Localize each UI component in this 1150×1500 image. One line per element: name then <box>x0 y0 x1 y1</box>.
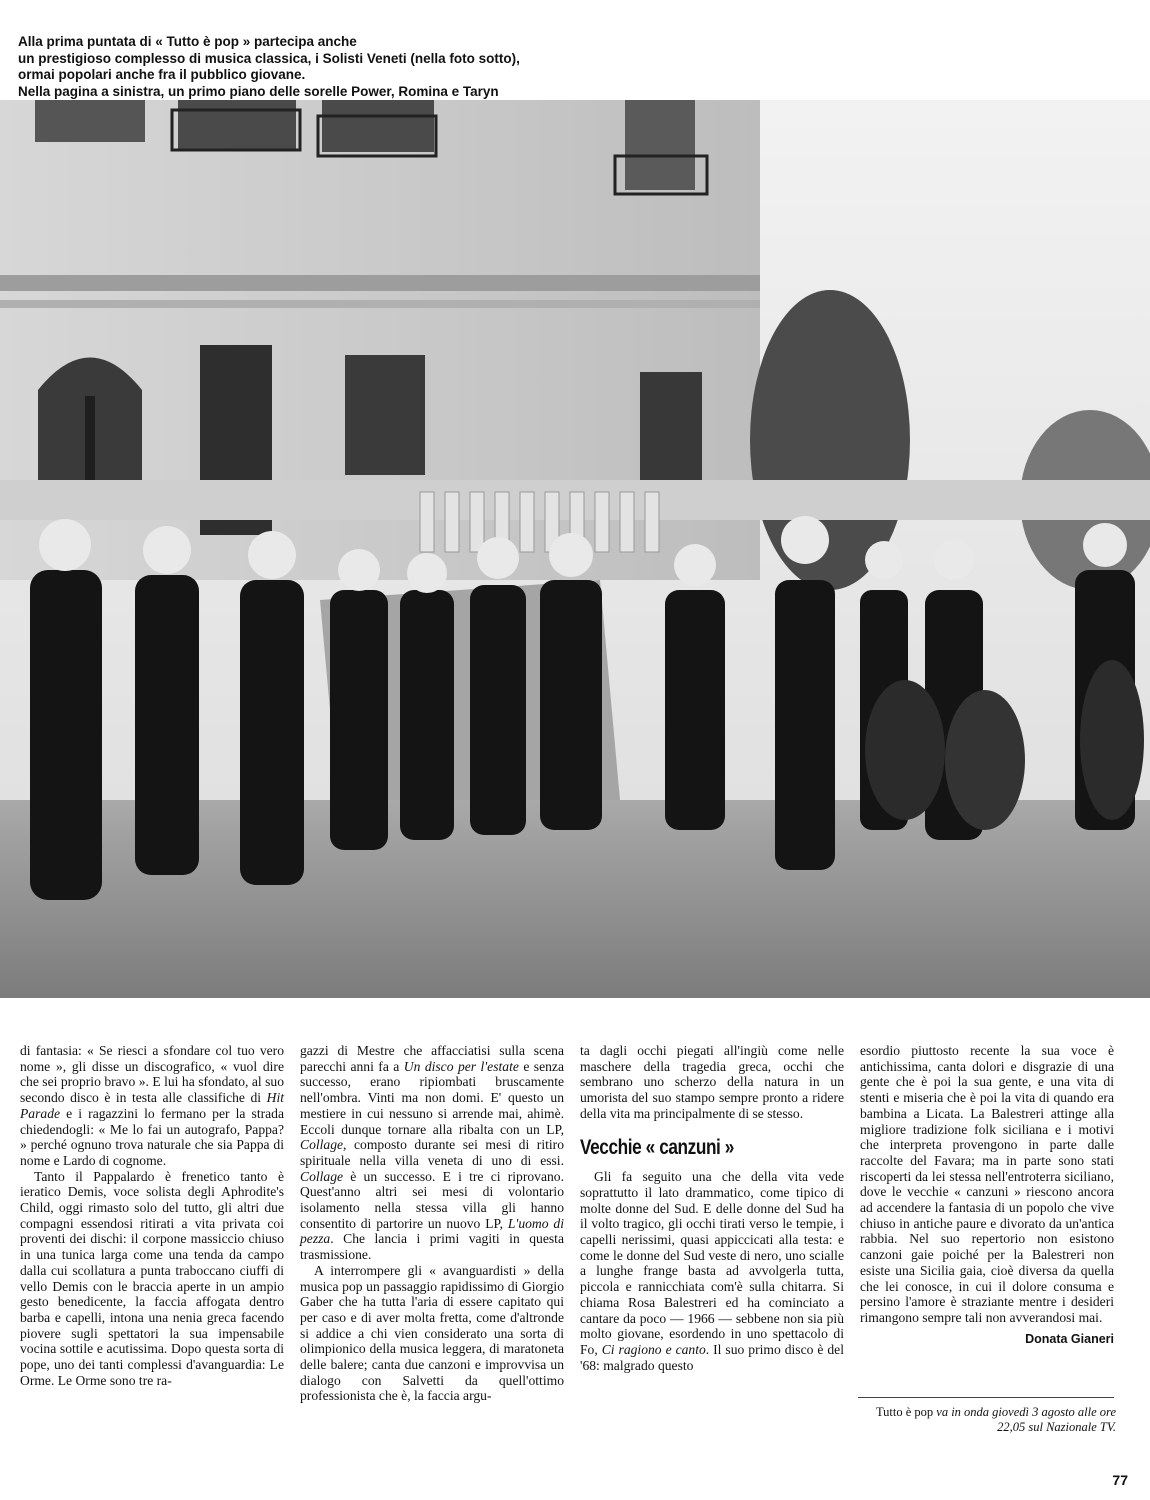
col3-paragraph-1: ta dagli occhi piegati all'ingiù come nelle maschere della tragedia greca, occhi che sembrano uno scherzo della natura in un umorista del suo stampo sempre pronto a ridere della vita ma principalmente di se stesso. <box>580 1043 844 1121</box>
footnote-divider <box>858 1397 1114 1398</box>
caption-line-2: un prestigioso complesso di musica classica, i Solisti Veneti (nella foto sotto), <box>18 50 520 66</box>
col2-paragraph-2: A interrompere gli « avanguardisti » della musica pop un passaggio rapidissimo di Giorgio Gaber che ha tutta l'aria di essere capitato qui per caso e di aver molta fretta, come d'altronde si addice a chi vien considerato una sorta di olimpionico della musica leggera, di maratoneta delle balere; canta due canzoni e improvvisa un dialogo con Salvetti da quell'ottimo professionista che è, la faccia argu- <box>300 1262 564 1404</box>
article-column-3 <box>580 1043 844 1373</box>
col4-paragraph-1: esordio piuttosto recente la sua voce è antichissima, canta dolori e disgrazie di una gente che è poi la sua gente, e una vita di stenti e miseria che è poi la vita di quando era bambina a Licata. La Balestreri attinge alla migliore tradizione folk siciliana e i motivi che interpreta provengono in parte dalle raccolte del Favara; ma in parte sono stati riscoperti da lei stessa nell'entroterra siciliano, dove le vecchie « canzuni » riescono ancora ad accendere la fantasia di un popolo che vive chiuso in antiche paure e divorato da un'antica rabbia. Nel suo repertorio non esistono canzoni gaie poiché per la Balestreri non esiste una Sicilia gaia, cioè diversa da quella che lei conosce, in cui il dolore consuma e persino l'amore è straziante mentre i desideri rimangono sempre tali non avverandosi mai. <box>860 1043 1114 1325</box>
author-byline: Donata Gianeri <box>1025 1331 1114 1346</box>
section-subheading: Vecchie « canzuni » <box>580 1135 734 1159</box>
broadcast-footnote: Tutto è pop va in onda giovedì 3 agosto alle ore 22,05 sul Nazionale TV. <box>875 1405 1116 1434</box>
photo-caption <box>18 34 598 100</box>
caption-line-1: Alla prima puntata di « Tutto è pop » partecipa anche <box>18 34 357 49</box>
article-column-1 <box>20 1043 284 1388</box>
article-column-2 <box>300 1043 564 1404</box>
orchestra-photo <box>0 100 1150 998</box>
col2-paragraph-1: gazzi di Mestre che affacciatisi sulla scena parecchi anni fa a Un disco per l'estate e senza successo, erano ripiombati bruscamente nell'ombra. Vinti ma non domi. E' questo un mestiere in cui nessuno si arrende mai, ahimè. Eccoli dunque tornare alla ribalta con un LP, Collage, composto durante sei mesi di ritiro spirituale nella villa veneta di uno di essi. Collage è un successo. E i tre ci riprovano. Quest'anno altri sei mesi di volontario isolamento nella stessa villa gli hanno consentito di partorire un nuovo LP, L'uomo di pezza. Che lancia i primi vagiti in questa trasmissione. <box>300 1043 565 1263</box>
caption-line-4: Nella pagina a sinistra, un primo piano delle sorelle Power, Romina e Taryn <box>18 83 499 99</box>
article-column-4 <box>860 1043 1114 1347</box>
col1-paragraph-1: di fantasia: « Se riesci a sfondare col tuo vero nome », gli disse un discografico, « vuol dire che sei proprio bravo ». E lui ha sfondato, al suo secondo disco è in testa alle classifiche di Hit Parade e i ragazzini lo fermano per la strada chiedendogli: « Me lo fai un autografo, Pappa? » perché ognuno trova naturale che sia Pappa di nome e Lardo di cognome. <box>20 1043 284 1168</box>
col1-paragraph-2: Tanto il Pappalardo è frenetico tanto è ieratico Demis, voce solista degli Aphrodite's Child, oggi rimasto solo del tutto, gli altri due compagni essendosi ritirati a vita privata coi proventi dei dischi: il corpone massiccio chiuso in una tunica larga come una tenda da campo dalla cui scollatura a punta traboccano ciuffi di vello Demis con le braccia aperte in un ampio gesto benedicente, la faccia affogata dentro barba e capelli, intona una nenia greca facendo piovere sugli spettatori la sua impensabile vocina sottile e acutissima. Dopo questa sorta di pope, uno dei tanti complessi d'avanguardia: Le Orme. Le Orme sono tre ra- <box>20 1168 284 1388</box>
caption-line-3: ormai popolari anche fra il pubblico giovane. <box>18 67 306 82</box>
page-number: 77 <box>1112 1472 1128 1488</box>
col3-paragraph-2: Gli fa seguito una che della vita vede soprattutto il lato drammatico, come tipico di molte donne del Sud. E delle donne del Sud ha il volto tragico, gli occhi tirati verso le tempie, i capelli nerissimi, quasi appiccicati alla testa: e come le donne del Sud veste di nero, uno scialle a lunghe frange basta ad avvolgerla tutta, piccola e rannicchiata com'è sulla chitarra. Si chiama Rosa Balestreri ed ha cominciato a cantare da poco — 1966 — sebbene non sia più molto giovane, esordendo in uno spettacolo di Fo, Ci ragiono e canto. Il suo primo disco è del '68: malgrado questo <box>580 1169 844 1373</box>
